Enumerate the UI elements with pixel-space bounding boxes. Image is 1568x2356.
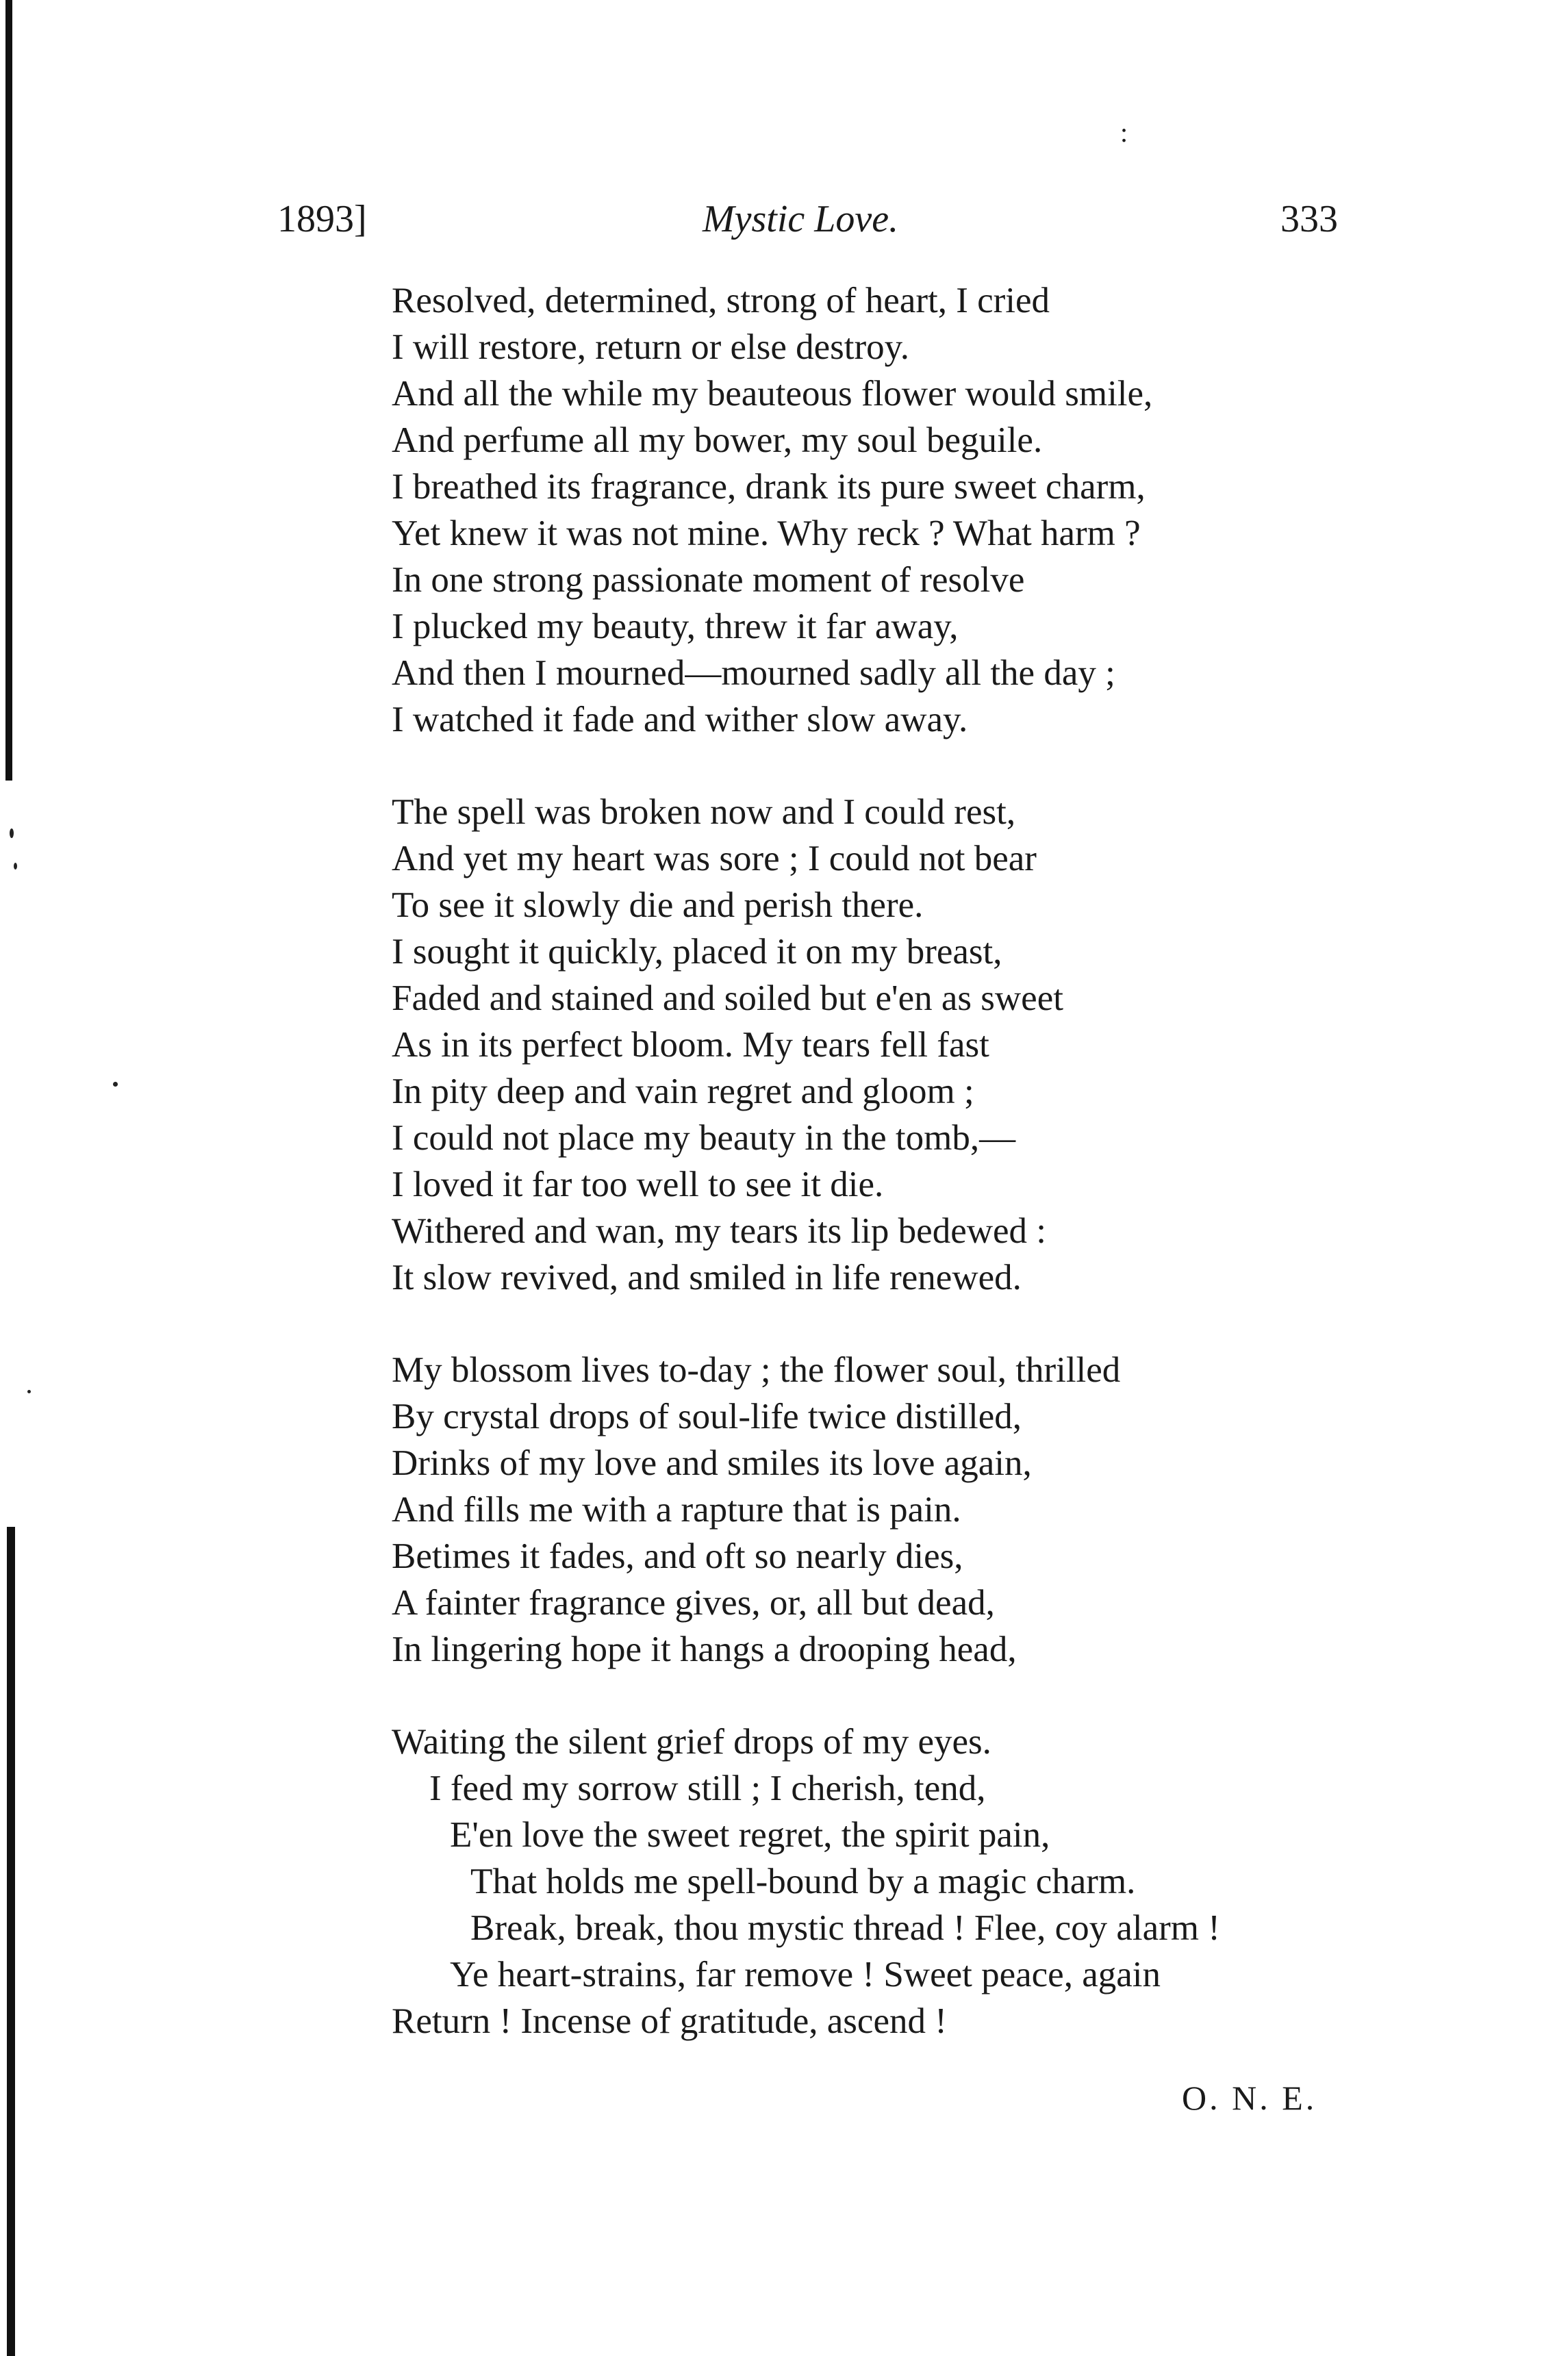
- poem-line: Yet knew it was not mine. Why reck ? What harm ?: [392, 514, 1141, 553]
- poem-line: I watched it fade and wither slow away.: [392, 700, 968, 739]
- author-signature: O. N. E.: [1182, 2079, 1317, 2117]
- poem-line: Break, break, thou mystic thread ! Flee, coy alarm !: [470, 1908, 1220, 1948]
- marginal-mark: :: [1120, 117, 1128, 148]
- poem-line: In pity deep and vain regret and gloom ;: [392, 1072, 974, 1111]
- stanza-1: [392, 277, 1419, 743]
- poem-line: I loved it far too well to see it die.: [392, 1165, 884, 1204]
- poem-line: And fills me with a rapture that is pain.: [392, 1490, 961, 1530]
- poem-line: Withered and wan, my tears its lip bedewed :: [392, 1211, 1046, 1251]
- stanza-2: [392, 789, 1419, 1301]
- header-title: Mystic Love.: [703, 198, 899, 240]
- poem-line: I breathed its fragrance, drank its pure sweet charm,: [392, 467, 1146, 507]
- poem-line: And then I mourned—mourned sadly all the day ;: [392, 653, 1115, 693]
- running-header: [0, 197, 1568, 245]
- scan-speck: [10, 828, 14, 838]
- poem-line: In lingering hope it hangs a drooping head,: [392, 1630, 1017, 1669]
- stanza-3: [392, 1347, 1419, 1673]
- poem-line: A fainter fragrance gives, or, all but dead,: [392, 1583, 995, 1623]
- poem-line: As in its perfect bloom. My tears fell fast: [392, 1025, 989, 1065]
- binding-edge-top: [5, 0, 12, 781]
- poem-line: Waiting the silent grief drops of my eyes.: [392, 1722, 991, 1762]
- poem-line: I feed my sorrow still ; I cherish, tend,: [429, 1769, 986, 1808]
- poem-body: [392, 277, 1419, 2090]
- poem-line: Resolved, determined, strong of heart, I cried: [392, 281, 1050, 320]
- poem-line: The spell was broken now and I could rest,: [392, 792, 1016, 832]
- poem-line: I plucked my beauty, threw it far away,: [392, 607, 959, 646]
- poem-line: My blossom lives to-day ; the flower soul, thrilled: [392, 1350, 1121, 1390]
- poem-line: Ye heart-strains, far remove ! Sweet peace, again: [450, 1955, 1161, 1994]
- poem-line: And perfume all my bower, my soul beguile.: [392, 420, 1043, 460]
- poem-line: Return ! Incense of gratitude, ascend !: [392, 2001, 947, 2041]
- poem-line: By crystal drops of soul-life twice distilled,: [392, 1397, 1022, 1436]
- page-number: 333: [1280, 198, 1338, 240]
- poem-line: I will restore, return or else destroy.: [392, 327, 909, 367]
- scan-speck: [113, 1082, 118, 1087]
- poem-line: Drinks of my love and smiles its love again,: [392, 1443, 1032, 1483]
- scan-speck: [14, 863, 17, 870]
- header-year: 1893]: [277, 198, 367, 240]
- poem-line: In one strong passionate moment of resolve: [392, 560, 1025, 600]
- binding-edge-mid: [7, 1527, 15, 2356]
- poem-line: Betimes it fades, and oft so nearly dies,: [392, 1536, 963, 1576]
- stanza-4: [392, 1719, 1419, 2044]
- poem-line: To see it slowly die and perish there.: [392, 885, 924, 925]
- poem-line: And all the while my beauteous flower would smile,: [392, 374, 1153, 414]
- poem-line: I could not place my beauty in the tomb,—: [392, 1118, 1016, 1158]
- poem-line: Faded and stained and soiled but e'en as sweet: [392, 978, 1063, 1018]
- poem-line: That holds me spell-bound by a magic charm.: [470, 1862, 1136, 1901]
- poem-line: And yet my heart was sore ; I could not bear: [392, 839, 1037, 878]
- scan-speck: [27, 1390, 31, 1393]
- poem-line: E'en love the sweet regret, the spirit pain,: [450, 1815, 1050, 1855]
- poem-line: I sought it quickly, placed it on my breast,: [392, 932, 1002, 972]
- poem-line: It slow revived, and smiled in life renewed.: [392, 1258, 1022, 1297]
